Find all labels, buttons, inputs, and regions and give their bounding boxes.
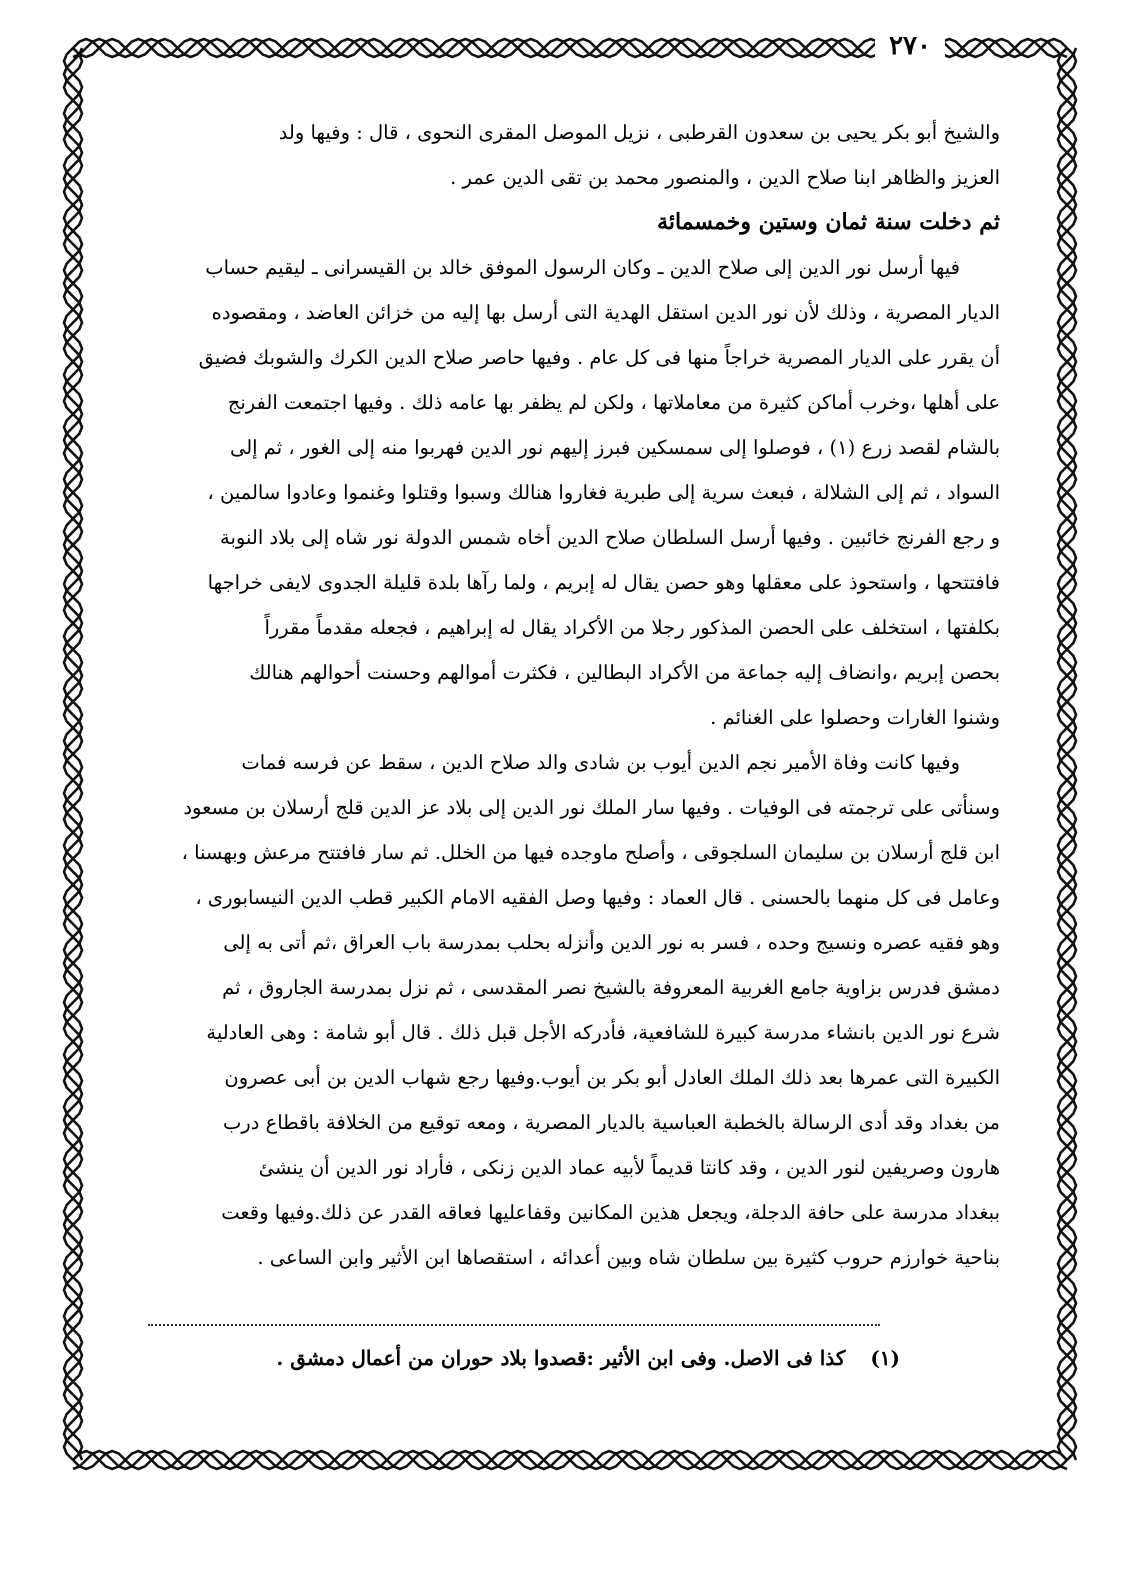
border-strand [1058, 48, 1076, 1460]
page-body [140, 110, 1000, 1280]
text-line: وشنوا الغارات وحصلوا على الغنائم . [710, 706, 1000, 729]
text-line: و رجع الفرنج خائبين . وفيها أرسل السلطان صلاح الدين أخاه شمس الدولة نور شاه إلى بلاد النوبة [220, 526, 1000, 549]
text-line: وفيها كانت وفاة الأمير نجم الدين أيوب بن شادى والد صلاح الدين ، سقط عن فرسه فمات [241, 751, 960, 774]
text-line: دمشق فدرس بزاوية جامع الغربية المعروفة بالشيخ نصر المقدسى ، ثم نزل بمدرسة الجاروق ، ثم [222, 976, 1000, 999]
text-line: فيها أرسل نور الدين إلى صلاح الدين ـ وكان الرسول الموفق خالد بن القيسرانى ـ ليقيم حساب [205, 256, 960, 279]
text-line: وعامل فى كل منهما بالحسنى . قال العماد : وفيها وصل الفقيه الامام الكبير قطب الدين النيسابورى ، [195, 886, 1000, 909]
text-line: بالشام لقصد زرع (١) ، فوصلوا إلى سمسكين فبرز إليهم نور الدين فهربوا منه إلى الغور ، ثم إلى [229, 436, 1000, 459]
text-line: على أهلها ،وخرب أماكن كثيرة من معاملاتها ، ولكن لم يظفر بها عامه ذلك . وفيها اجتمعت الفرنج [227, 391, 1000, 414]
text-line: الديار المصرية ، وذلك لأن نور الدين استقل الهدية التى أرسل بها إليه من خزائن العاضد ، ومقصوده [211, 301, 1000, 324]
text-line: أن يقرر على الديار المصرية خراجاً منها فى كل عام . وفيها حاصر صلاح الدين الكرك والشوبك فضيق [198, 346, 1000, 369]
text-line: من بغداد وقد أدى الرسالة بالخطبة العباسية بالديار المصرية ، ومعه توقيع من الخلافة باقطاع درب [222, 1111, 1000, 1134]
text-line: وسنأتى على ترجمته فى الوفيات . وفيها سار الملك نور الدين إلى بلاد عز الدين قلج أرسلان بن مسعود [183, 796, 1000, 819]
text-line: والشيخ أبو بكر يحيى بن سعدون القرطبى ، نزيل الموصل المقرى النحوى ، قال : وفيها ولد [278, 121, 1000, 144]
text-line: السواد ، ثم إلى الشلالة ، فبعث سرية إلى طبرية فغاروا هنالك وسبوا وقتلوا وغنموا وعادوا سالمين ، [207, 481, 1000, 504]
page-number: ٢٧٠ [875, 28, 945, 64]
text-line: ببغداد مدرسة على حافة الدجلة، ويجعل هذين المكانين وقفاعليها فعاقه القدر عن ذلك.وفيها وقعت [221, 1201, 1000, 1224]
text-line: ابن قلج أرسلان بن سليمان السلجوقى ، وأصلح ماوجده فيها من الخلل. ثم سار فافتتح مرعش وبهسنا ، [181, 841, 1000, 864]
text-line: بكلفتها ، استخلف على الحصن المذكور رجلا من الأكراد يقال له إبراهيم ، فجعله مقدماً مقرراً [264, 616, 1000, 639]
text-line: فافتتحها ، واستحوذ على معقلها وهو حصن يقال له إبريم ، ولما رآها بلدة قليلة الجدوى لايفى خراجها [207, 571, 1000, 594]
text-line: بحصن إبريم ،وانضاف إليه جماعة من الأكراد البطالين ، فكثرت أموالهم وحسنت أحوالهم هنالك [249, 661, 1000, 684]
text-line: العزيز والظاهر ابنا صلاح الدين ، والمنصور محمد بن تقى الدين عمر . [450, 166, 1000, 189]
footnote-text: كذا فى الاصل. وفى ابن الأثير :قصدوا بلاد حوران من أعمال دمشق . [276, 1346, 846, 1370]
text-line: الكبيرة التى عمرها بعد ذلك الملك العادل أبو بكر بن أيوب.وفيها رجع شهاب الدين بن أبى عصرون [224, 1066, 1000, 1089]
footnote-separator [148, 1324, 880, 1326]
footnote-marker: (١) [870, 1346, 900, 1370]
border-strand [64, 48, 82, 1460]
text-line: شرع نور الدين بانشاء مدرسة كبيرة للشافعية، فأدركه الأجل قبل ذلك . قال أبو شامة : وهى العادلية [206, 1021, 1000, 1044]
text-line: هارون وصريفين لنور الدين ، وقد كانتا قديماً لأبيه عماد الدين زنكى ، فأراد نور الدين أن ينشئ [258, 1156, 1000, 1179]
footnote [276, 1338, 900, 1378]
text-line: وهو فقيه عصره ونسيج وحده ، فسر به نور الدين وأنزله بحلب بمدرسة باب العراق ،ثم أتى به إلى [223, 931, 1000, 954]
text-line: بناحية خوارزم حروب كثيرة بين سلطان شاه وبين أعدائه ، استقصاها ابن الأثير وابن الساعى . [257, 1246, 1000, 1269]
section-heading: ثم دخلت سنة ثمان وستين وخمسمائة [657, 209, 1000, 235]
